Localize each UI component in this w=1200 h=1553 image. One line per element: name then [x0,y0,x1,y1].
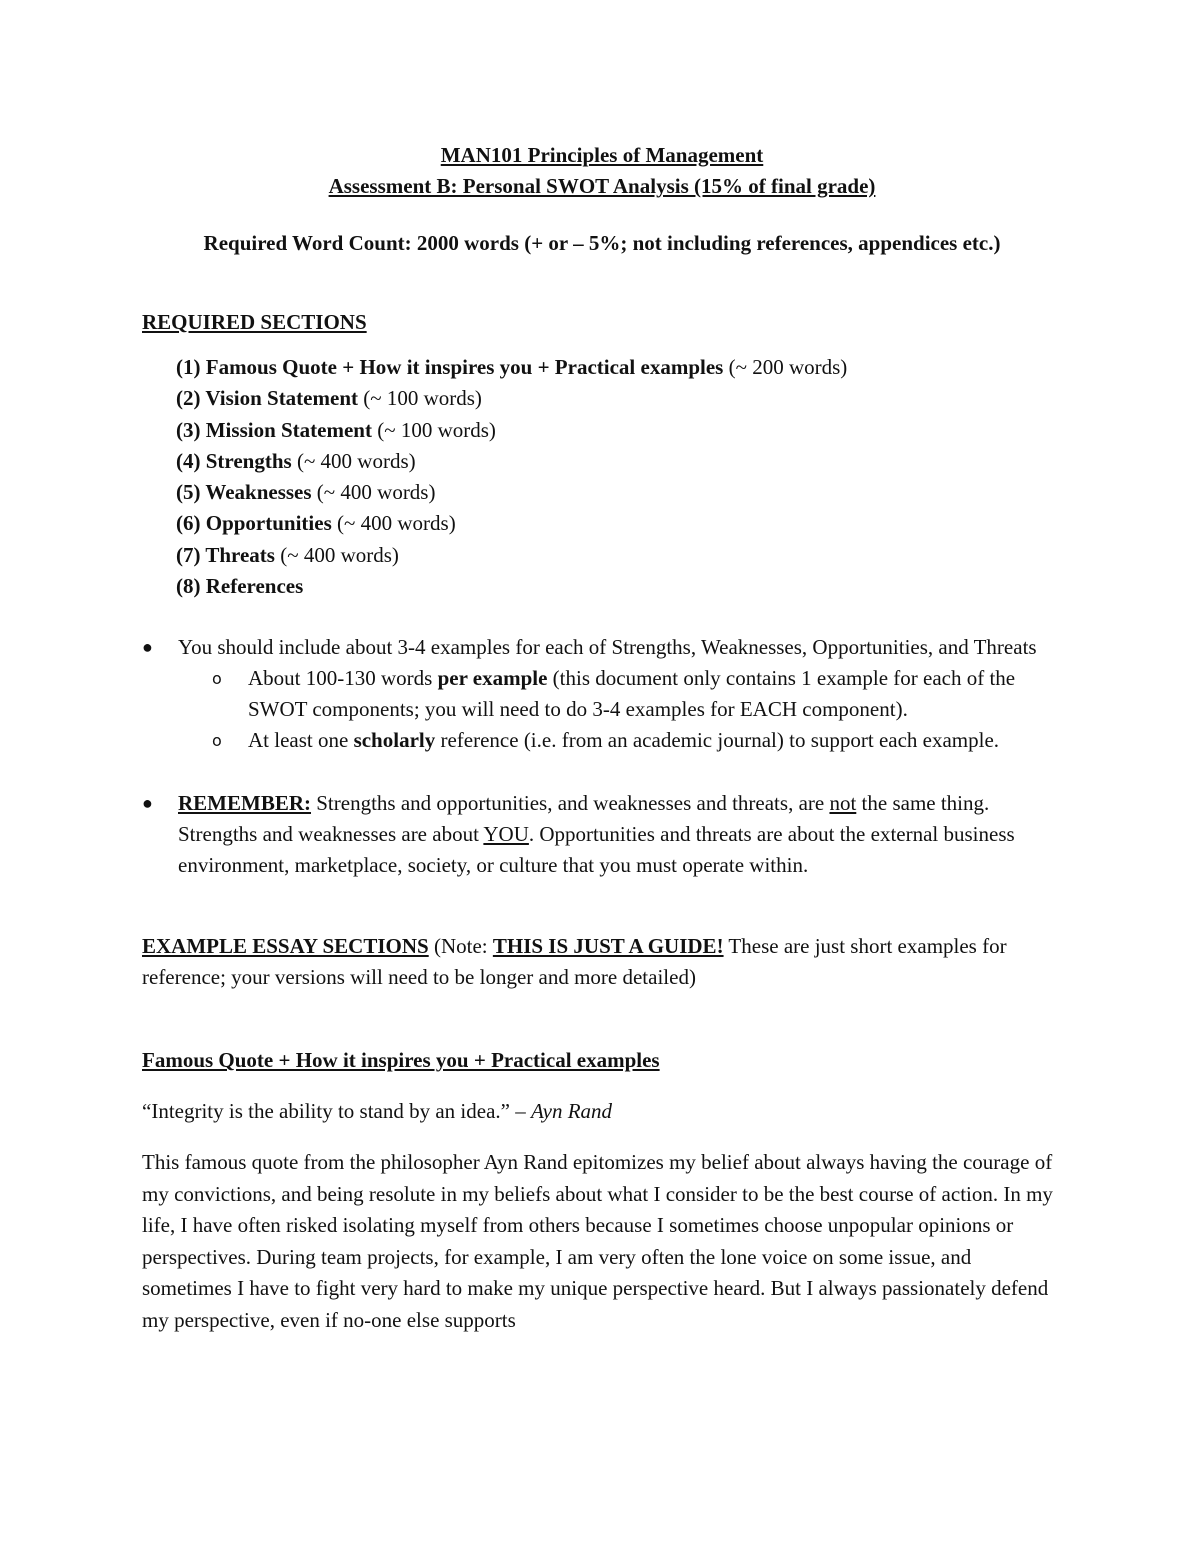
example-sections-heading: EXAMPLE ESSAY SECTIONS [142,934,429,959]
sub-bullet-emphasis: scholarly [353,728,436,753]
sub-bullet-reference [212,725,1062,756]
quote-text: “Integrity is the ability to stand by an idea.” – [142,1099,531,1124]
section-label: (5) Weaknesses [176,480,312,505]
section-note: (~ 400 words) [291,448,416,473]
bullet-remember [142,788,1062,881]
sub-bullet-emphasis: per example [437,666,548,691]
sub-bullet-text: (this document only contains 1 example for each of the SWOT components; you will need to do 3-4 examples for EACH component). [248,666,1016,722]
section-label: (3) Mission Statement [176,417,372,442]
example-sections-paragraph [142,931,1062,993]
emphasis-not: not [829,791,857,816]
section-note: (~ 400 words) [311,480,436,505]
list-item [176,508,1062,539]
famous-quote-heading: Famous Quote + How it inspires you + Practical examples [142,1048,660,1073]
section-note: (~ 400 words) [274,542,399,567]
list-item [176,446,1062,477]
list-item [176,571,1062,602]
bullet-text: the same thing. Strengths and weaknesses are about [178,791,990,847]
sub-bullet-icon: o [212,731,222,751]
bullet-text: You should include about 3-4 examples for each of Strengths, Weaknesses, Opportunities, and Threats [178,635,1037,660]
required-sections-list [176,352,1062,602]
section-note: (~ 100 words) [371,417,496,442]
section-note: (~ 400 words) [331,511,456,536]
emphasis-you: YOU [483,822,529,847]
section-label: (2) Vision Statement [176,386,358,411]
sub-bullet-list [178,663,1062,756]
guidance-bullets [142,632,1062,881]
bullet-text: Strengths and opportunities, and weaknesses and threats, are [311,791,830,816]
document-page [142,140,1062,1336]
example-note-text: (Note: [428,934,493,959]
list-item [176,352,1062,383]
quote-line [142,1096,1062,1127]
section-label: (8) References [176,574,304,599]
list-item [176,383,1062,414]
bullet-icon: ● [142,637,153,658]
required-sections-heading: REQUIRED SECTIONS [142,310,367,334]
word-count-requirement: Required Word Count: 2000 words (+ or – 5%; not including references, appendices etc.) [203,231,1001,255]
sub-bullet-text: At least one [248,728,354,753]
body-paragraph: This famous quote from the philosopher Ayn Rand epitomizes my belief about always having the courage of my convictions, and being resolute in my beliefs about what I consider to be the best course of action. In my life, I have often risked isolating myself from others because I sometimes choose unpopular opinions or perspectives. During team projects, for example, I am very often the lone voice on some issue, and sometimes I have to fight very hard to make my unique perspective heard. But I always passionately defend my perspective, even if no-one else supports [142,1150,1053,1332]
section-label: (4) Strengths [176,448,292,473]
section-label: (7) Threats [176,542,275,567]
list-item [176,540,1062,571]
bullet-examples [142,632,1062,756]
section-label: (6) Opportunities [176,511,332,536]
section-note: (~ 200 words) [723,355,848,379]
section-note: (~ 100 words) [358,386,482,411]
list-item [176,415,1062,446]
example-note-text: These are just short examples for reference; your versions will need to be longer and more detailed) [142,934,1007,990]
sub-bullet-icon: o [212,669,222,689]
list-item [176,477,1062,508]
bullet-icon: ● [142,793,153,814]
remember-label: REMEMBER: [178,791,311,816]
assessment-title: Assessment B: Personal SWOT Analysis (15% of final grade) [328,174,876,198]
quote-author: Ayn Rand [530,1099,613,1124]
section-label: (1) Famous Quote + How it inspires you + Practical examples [176,355,724,379]
guide-emphasis: THIS IS JUST A GUIDE! [492,934,724,959]
sub-bullet-text: reference (i.e. from an academic journal) to support each example. [435,728,1000,753]
bullet-text: . Opportunities and threats are about the external business environment, marketplace, society, or culture that you must operate within. [178,822,1015,878]
course-title: MAN101 Principles of Management [440,143,764,167]
sub-bullet-word-count [212,663,1062,725]
sub-bullet-text: About 100-130 words [248,666,438,691]
